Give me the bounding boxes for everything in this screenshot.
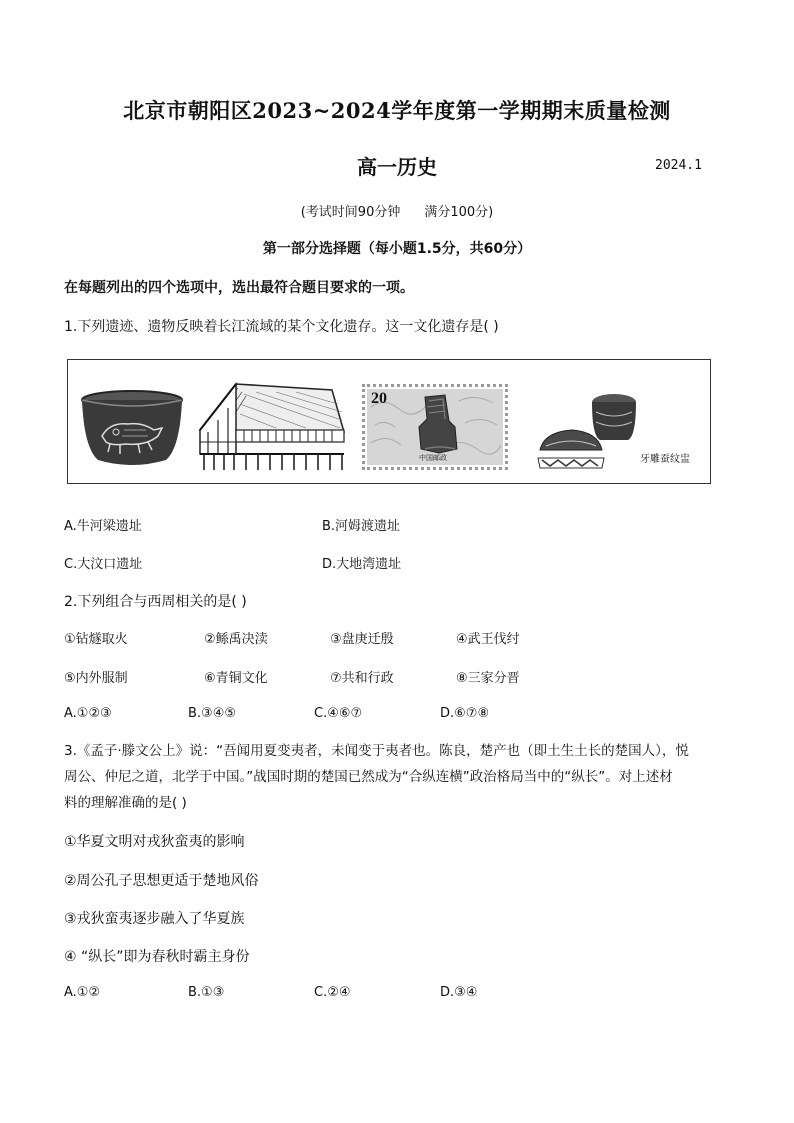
q3-item: ③戎狄蛮夷逐步融入了华夏族 xyxy=(64,911,245,927)
exam-date: 2024.1 xyxy=(655,158,702,173)
q1-image-panel xyxy=(67,359,711,484)
q2-item: ④武王伐纣 xyxy=(456,632,520,647)
part-heading: 第一部分选择题（每小题1.5分，共60分） xyxy=(262,241,532,257)
q2-option-a[interactable]: A.①②③ xyxy=(64,706,112,721)
exam-title: 北京市朝阳区2023~2024学年度第一学期期末质量检测 xyxy=(123,98,671,123)
stamp-image xyxy=(362,384,508,470)
q2-option-d[interactable]: D.⑥⑦⑧ xyxy=(440,706,490,721)
subject-title: 高一历史 xyxy=(357,155,437,179)
q3-item: ②周公孔子思想更适于楚地风俗 xyxy=(64,873,259,889)
q2-stem: 2.下列组合与西周相关的是( ) xyxy=(64,594,247,610)
q1-option-c[interactable]: C.大汶口遗址 xyxy=(64,557,143,572)
q1-option-d[interactable]: D.大地湾遗址 xyxy=(322,557,402,572)
boar-bowl-image xyxy=(76,388,188,468)
q3-stem-line: 料的理解准确的是( ) xyxy=(64,795,187,811)
q3-option-c[interactable]: C.②④ xyxy=(314,985,351,1000)
q2-option-b[interactable]: B.③④⑤ xyxy=(188,706,237,721)
q3-stem xyxy=(64,738,732,816)
q2-item: ③盘庚迁殷 xyxy=(330,632,394,647)
q1-option-b[interactable]: B.河姆渡遗址 xyxy=(322,519,401,534)
stilt-house-image xyxy=(196,380,346,472)
q3-stem-line: 3.《孟子·滕文公上》说：“吾闻用夏变夷者，未闻变于夷者也。陈良，楚产也（即土生土长的楚国人），悦 xyxy=(64,743,689,759)
stamp-value: 20 xyxy=(371,390,387,407)
q2-item: ⑤内外服制 xyxy=(64,671,128,686)
q2-item: ②鲧禹决渎 xyxy=(204,632,268,647)
ivory-cup-image xyxy=(536,366,636,478)
q1-option-a[interactable]: A.牛河梁遗址 xyxy=(64,519,142,534)
q3-option-a[interactable]: A.①② xyxy=(64,985,101,1000)
q2-item: ⑦共和行政 xyxy=(330,671,394,686)
q3-option-d[interactable]: D.③④ xyxy=(440,985,478,1000)
exam-time: (考试时间90分钟 xyxy=(300,205,401,220)
stamp-text: 中国邮政 xyxy=(419,454,447,462)
artifact-caption: 牙雕蚕纹盅 xyxy=(640,454,690,465)
q2-option-c[interactable]: C.④⑥⑦ xyxy=(314,706,363,721)
q1-stem: 1.下列遗迹、遗物反映着长江流域的某个文化遗存。这一文化遗存是( ) xyxy=(64,319,499,335)
q3-item: ①华夏文明对戎狄蛮夷的影响 xyxy=(64,834,245,850)
q3-option-b[interactable]: B.①③ xyxy=(188,985,225,1000)
full-score: 满分100分) xyxy=(424,205,494,220)
q2-item: ⑥青铜文化 xyxy=(204,671,268,686)
exam-info xyxy=(0,201,794,220)
q2-item: ⑧三家分晋 xyxy=(456,671,520,686)
q3-item: ④ “纵长”即为春秋时霸主身份 xyxy=(64,949,250,965)
q3-stem-line: 周公、仲尼之道，北学于中国。”战国时期的楚国已然成为“合纵连横”政治格局当中的“纵长”。对上述材 xyxy=(64,769,673,785)
instruction: 在每题列出的四个选项中，选出最符合题目要求的一项。 xyxy=(64,280,414,296)
q2-item: ①钻燧取火 xyxy=(64,632,128,647)
